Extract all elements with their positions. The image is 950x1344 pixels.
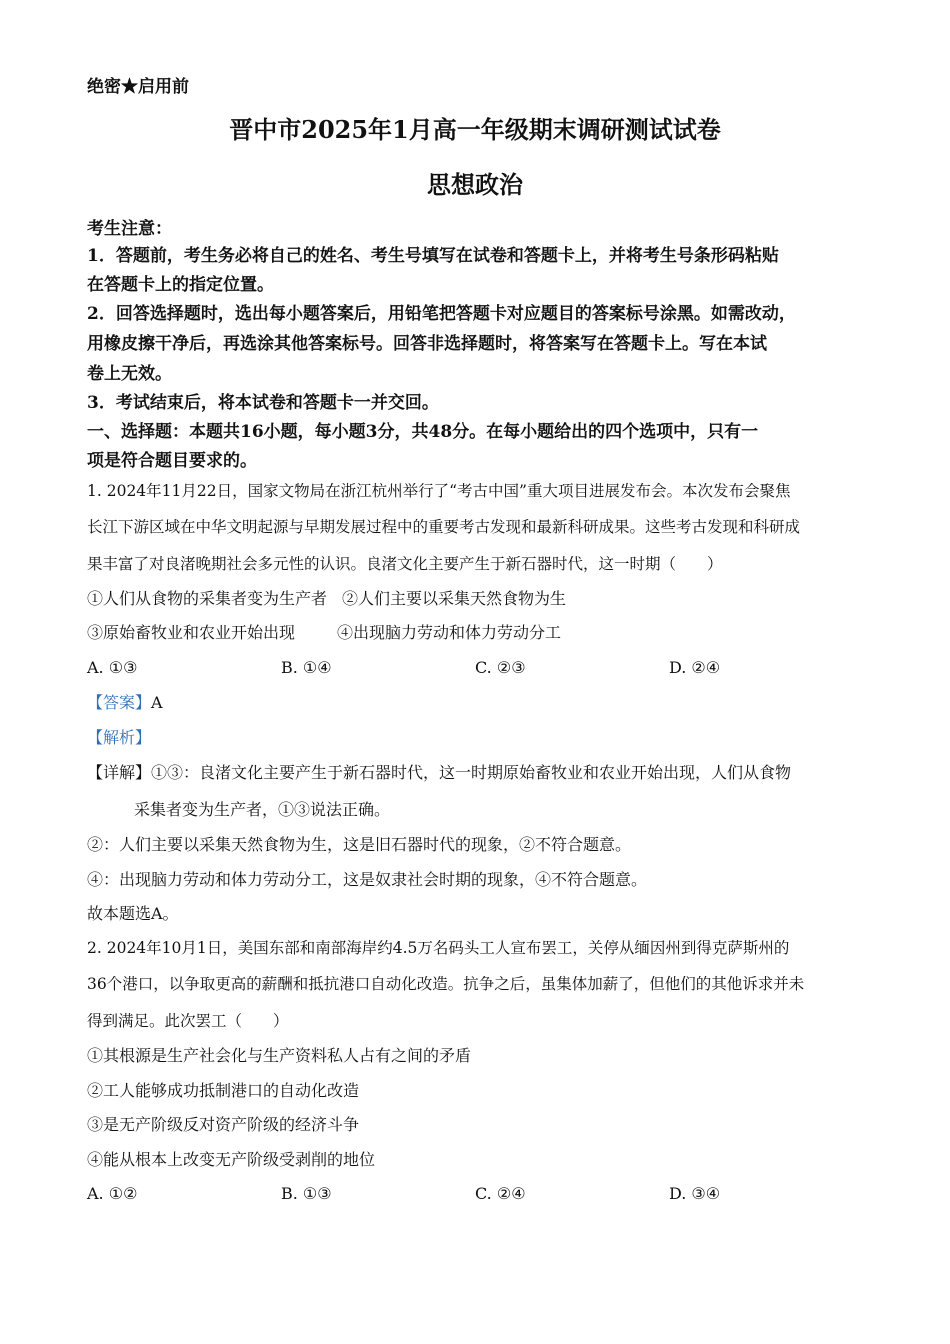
q1-statement-1: ①人们从食物的采集者变为生产者 (87, 589, 328, 608)
notice-item-2-cont2: 卷上无效。 (87, 364, 172, 384)
q2-stem-line3: 得到满足。此次罢工（ ） (87, 1012, 289, 1030)
q1-detail-line2: 采集者变为生产者，①③说法正确。 (134, 800, 391, 819)
q1-detail-line3: ②：人们主要以采集天然食物为生，这是旧石器时代的现象，②不符合题意。 (87, 835, 632, 854)
q2-statement-1: ①其根源是生产社会化与生产资料私人占有之间的矛盾 (87, 1046, 472, 1065)
q2-option-a: A. ①② (87, 1184, 138, 1203)
q2-statement-4: ④能从根本上改变无产阶级受剥削的地位 (87, 1150, 376, 1169)
q1-stem-line1: 1. 2024年11月22日，国家文物局在浙江杭州举行了“考古中国”重大项目进展发布会。本次发布会聚焦 (87, 482, 791, 500)
q1-detail-line4: ④：出现脑力劳动和体力劳动分工，这是奴隶社会时期的现象，④不符合题意。 (87, 870, 648, 889)
q2-stem-line1: 2. 2024年10月1日，美国东部和南部海岸约4.5万名码头工人宣布罢工，关停从缅因州到得克萨斯州的 (87, 939, 790, 957)
q2-stem-line2: 36个港口，以争取更高的薪酬和抵抗港口自动化改造。抗争之后，虽集体加薪了，但他们的其他诉求并未 (87, 975, 805, 993)
q1-detail-line1 (87, 762, 791, 784)
q1-option-d: D. ②④ (669, 658, 721, 677)
section-heading: 一、选择题：本题共16小题，每小题3分，共48分。在每小题给出的四个选项中，只有一 (87, 422, 759, 442)
q1-answer-row (87, 692, 163, 714)
q1-option-a: A. ①③ (87, 658, 138, 677)
q2-statement-3: ③是无产阶级反对资产阶级的经济斗争 (87, 1115, 360, 1134)
q1-option-b: B. ①④ (281, 658, 332, 677)
q1-conclusion: 故本题选A。 (87, 904, 179, 923)
subject-title: 思想政治 (427, 170, 523, 199)
analysis-tag: 【解析】 (87, 728, 152, 747)
q1-detail-text: ①③：良渚文化主要产生于新石器时代，这一时期原始畜牧业和农业开始出现，人们从食物 (151, 763, 792, 782)
q1-stem-line3: 果丰富了对良渚晚期社会多元性的认识。良渚文化主要产生于新石器时代，这一时期（ ） (87, 555, 723, 573)
q2-option-b: B. ①③ (281, 1184, 332, 1203)
q1-statement-3: ③原始畜牧业和农业开始出现 (87, 623, 296, 642)
q2-statement-2: ②工人能够成功抵制港口的自动化改造 (87, 1081, 360, 1100)
secret-label: 绝密★启用前 (87, 77, 189, 97)
q1-stem-line2: 长江下游区域在中华文明起源与早期发展过程中的重要考古发现和最新科研成果。这些考古发现和科研成 (87, 518, 801, 536)
detail-tag: 【详解】 (87, 763, 152, 782)
notice-item-2: 2．回答选择题时，选出每小题答案后，用铅笔把答题卡对应题目的答案标号涂黑。如需改动， (87, 304, 796, 324)
section-heading-cont: 项是符合题目要求的。 (87, 451, 257, 471)
q1-answer: A (151, 693, 163, 712)
q2-option-c: C. ②④ (475, 1184, 526, 1203)
notice-item-2-cont: 用橡皮擦干净后，再选涂其他答案标号。回答非选择题时，将答案写在答题卡上。写在本试 (87, 334, 767, 354)
q1-option-c: C. ②③ (475, 658, 526, 677)
notice-item-3: 3．考试结束后，将本试卷和答题卡一并交回。 (87, 393, 439, 413)
q2-option-d: D. ③④ (669, 1184, 721, 1203)
page-title: 晋中市2025年1月高一年级期末调研测试试卷 (229, 115, 721, 144)
notice-item-1: 1．答题前，考生务必将自己的姓名、考生号填写在试卷和答题卡上，并将考生号条形码粘贴 (87, 246, 779, 266)
q1-statement-2: ②人们主要以采集天然食物为生 (342, 589, 567, 608)
notice-heading: 考生注意： (87, 219, 172, 239)
notice-item-1-cont: 在答题卡上的指定位置。 (87, 275, 274, 295)
q1-statement-4: ④出现脑力劳动和体力劳动分工 (337, 623, 562, 642)
answer-tag: 【答案】 (87, 693, 152, 712)
